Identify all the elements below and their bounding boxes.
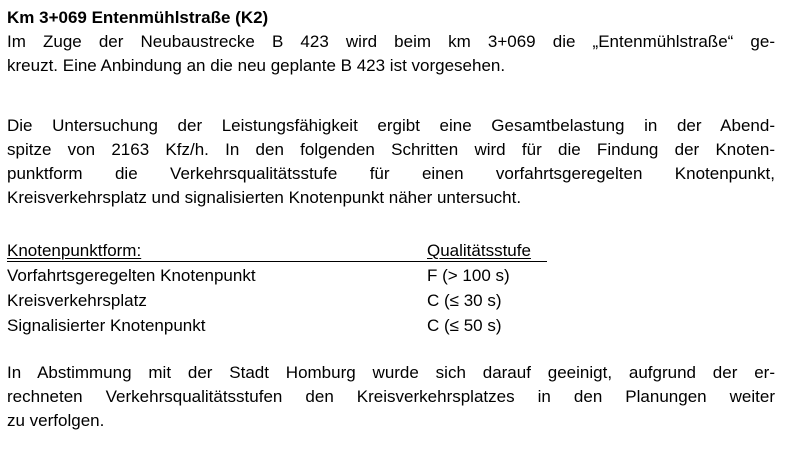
quality-table — [7, 238, 775, 338]
analysis-paragraph — [7, 114, 775, 210]
table-row — [7, 313, 775, 338]
conclusion-line: In Abstimmung mit der Stadt Homburg wurde sich darauf geeinigt, aufgrund der er- — [7, 363, 775, 382]
document-page — [7, 6, 775, 433]
row-form: Signalisierter Knotenpunkt — [7, 316, 206, 335]
table-row — [7, 288, 775, 313]
header-form-label: Knotenpunktform: — [7, 241, 142, 260]
table-header-rule — [7, 261, 547, 262]
table-row — [7, 263, 775, 288]
row-form: Vorfahrtsgeregelten Knotenpunkt — [7, 266, 256, 285]
section-title: Km 3+069 Entenmühlstraße (K2) — [7, 8, 269, 27]
conclusion-paragraph — [7, 361, 775, 433]
analysis-line: punktform die Verkehrsqualitätsstufe für einen vorfahrtsgeregelten Knotenpunkt, — [7, 164, 775, 183]
conclusion-line: rechneten Verkehrsqualitätsstufen den Kreisverkehrsplatzes in den Planungen weiter — [7, 387, 775, 406]
header-quality-label: Qualitätsstufe — [427, 241, 531, 260]
analysis-line: spitze von 2163 Kfz/h. In den folgenden Schritten wird für die Findung der Knoten- — [7, 140, 775, 159]
intro-line: kreuzt. Eine Anbindung an die neu geplante B 423 ist vorgesehen. — [7, 56, 506, 75]
table-header-row — [7, 238, 775, 263]
conclusion-line: zu verfolgen. — [7, 411, 105, 430]
intro-line: Im Zuge der Neubaustrecke B 423 wird beim km 3+069 die „Entenmühlstraße“ ge- — [7, 32, 775, 51]
intro-paragraph — [7, 30, 775, 78]
analysis-line: Die Untersuchung der Leistungsfähigkeit ergibt eine Gesamtbelastung in der Abend- — [7, 116, 775, 135]
row-quality: C (≤ 50 s) — [427, 316, 502, 335]
row-quality: F (> 100 s) — [427, 266, 510, 285]
row-quality: C (≤ 30 s) — [427, 291, 502, 310]
row-form: Kreisverkehrsplatz — [7, 291, 147, 310]
analysis-line: Kreisverkehrsplatz und signalisierten Knotenpunkt näher untersucht. — [7, 188, 522, 207]
